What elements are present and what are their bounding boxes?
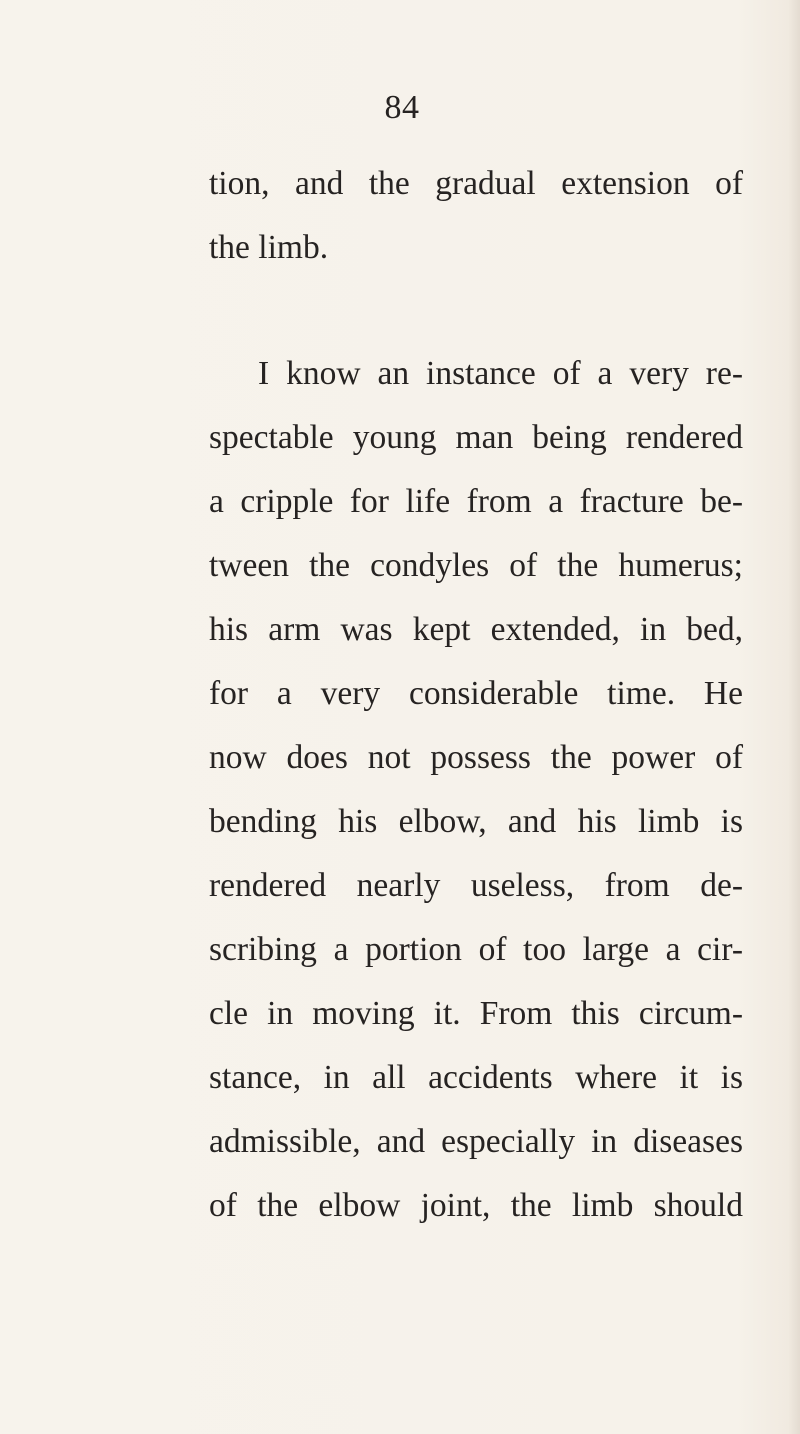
text-line: now does not possess the power of (209, 739, 743, 776)
text-line: of the elbow joint, the limb should (209, 1187, 743, 1224)
text-line: scribing a portion of too large a cir- (209, 931, 743, 968)
page-number: 84 (384, 89, 420, 126)
text-line: tween the condyles of the humerus; (209, 547, 743, 584)
text-line: I know an instance of a very re- (258, 355, 743, 392)
text-line: rendered nearly useless, from de- (209, 867, 743, 904)
text-line: for a very considerable time. He (209, 675, 743, 712)
text-line: a cripple for life from a fracture be- (209, 483, 743, 520)
text-line: cle in moving it. From this circum- (209, 995, 743, 1032)
text-line: admissible, and especially in diseases (209, 1123, 743, 1160)
page-edge-shadow (788, 0, 800, 1434)
text-line: spectable young man being rendered (209, 419, 743, 456)
text-line: his arm was kept extended, in bed, (209, 611, 743, 648)
text-line: the limb. (209, 229, 329, 266)
text-line: bending his elbow, and his limb is (209, 803, 743, 840)
text-line: tion, and the gradual extension of (209, 165, 743, 202)
text-line: stance, in all accidents where it is (209, 1059, 743, 1096)
